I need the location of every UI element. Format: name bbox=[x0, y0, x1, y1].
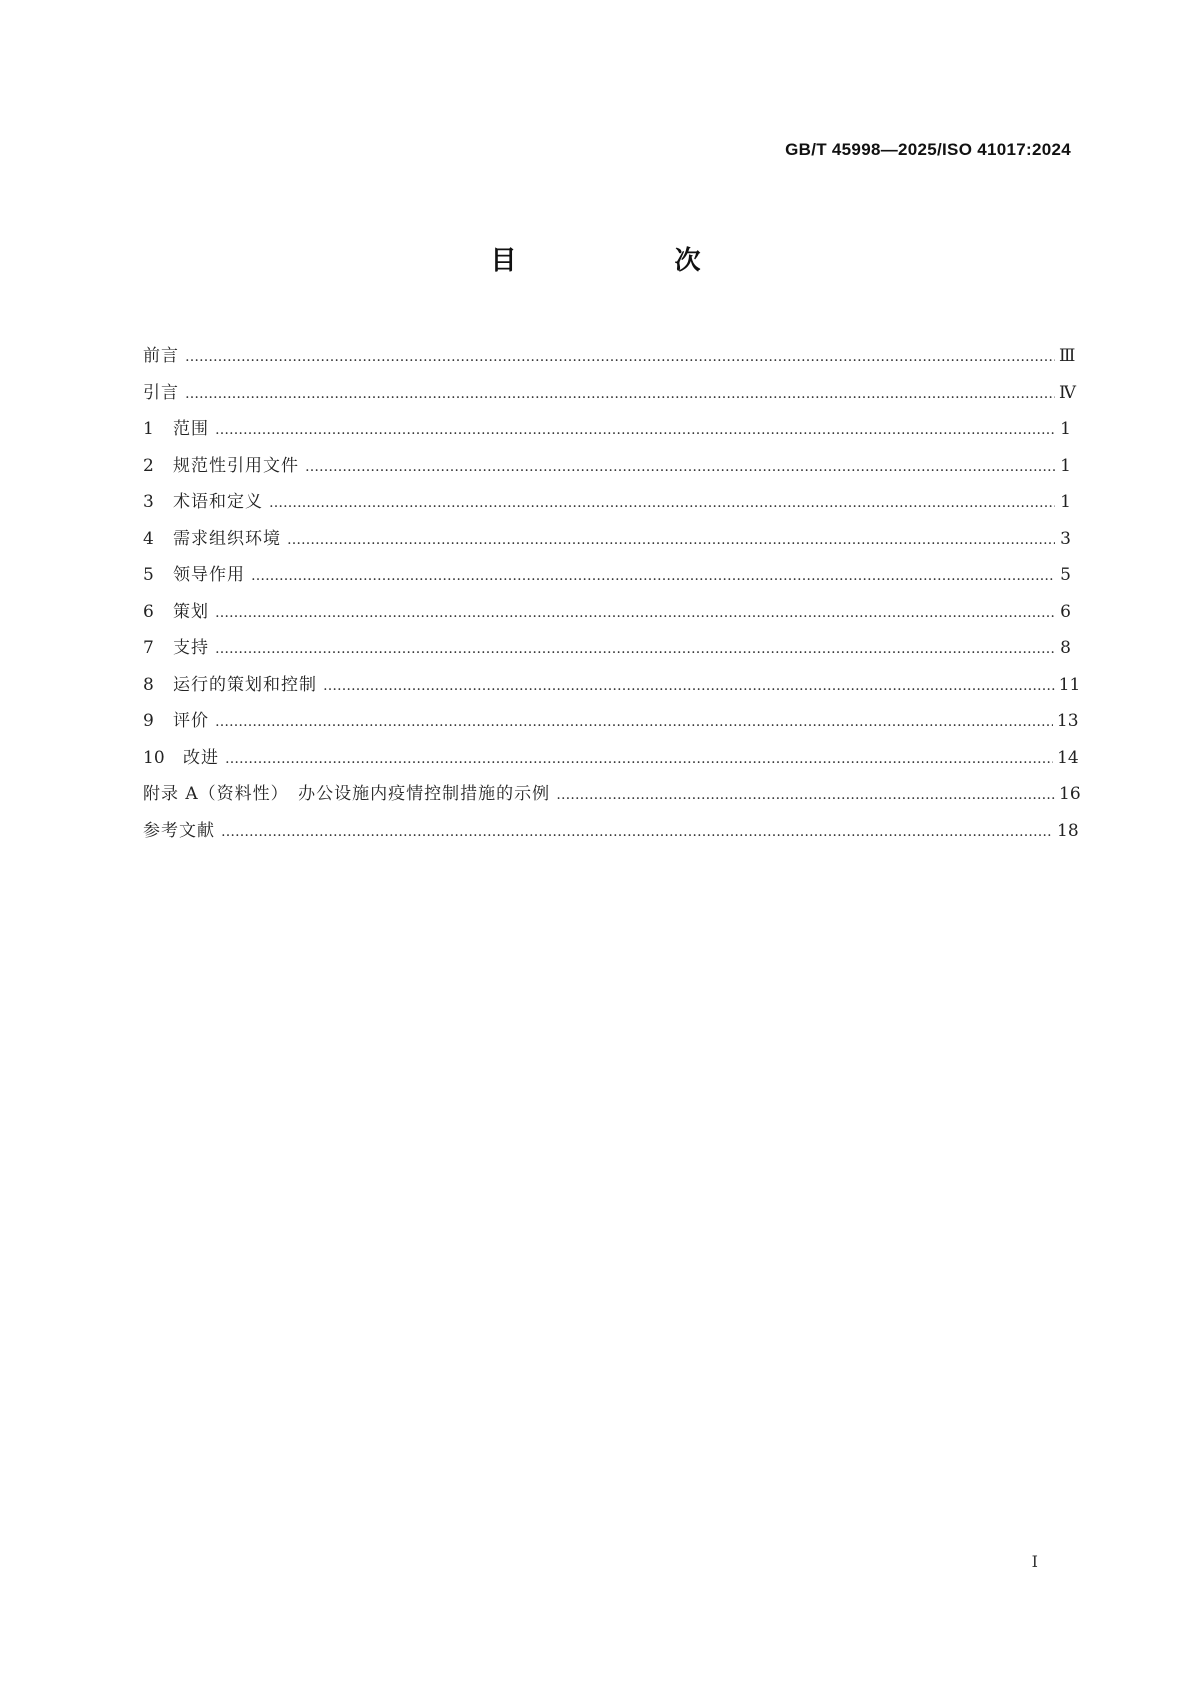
toc-entry-label: 引言 bbox=[143, 382, 179, 403]
toc-entry-page: 6 bbox=[1060, 601, 1071, 622]
toc-entry-number: 3 bbox=[143, 492, 154, 512]
toc-entry-number: 5 bbox=[143, 565, 154, 585]
toc-dot-leader bbox=[269, 485, 1055, 522]
toc-entry[interactable] bbox=[143, 411, 1071, 448]
page-title: 目 次 bbox=[490, 246, 767, 276]
toc-entry[interactable] bbox=[143, 703, 1079, 740]
toc-entry-page: 11 bbox=[1058, 674, 1081, 695]
toc-entry[interactable] bbox=[143, 375, 1076, 412]
toc-entry[interactable] bbox=[143, 667, 1081, 704]
toc-entry-label: 领导作用 bbox=[173, 565, 245, 585]
toc-entry-number: 9 bbox=[143, 711, 154, 731]
toc-entry-label: 参考文献 bbox=[143, 820, 215, 841]
toc-entry-label: 运行的策划和控制 bbox=[173, 674, 317, 695]
toc-entry-page: 13 bbox=[1056, 711, 1079, 731]
toc-entry-label: 范围 bbox=[173, 419, 209, 439]
toc-entry-page: 1 bbox=[1060, 492, 1071, 512]
toc-entry-label: 改进 bbox=[183, 747, 219, 768]
toc-entry[interactable] bbox=[143, 776, 1081, 813]
toc-dot-leader bbox=[225, 741, 1053, 778]
toc-entry-page: 3 bbox=[1060, 528, 1071, 549]
toc-entry-page: 8 bbox=[1060, 638, 1071, 658]
toc-entry-label: 附录 A（资料性） 办公设施内疫情控制措施的示例 bbox=[143, 784, 551, 804]
table-of-contents bbox=[143, 338, 1081, 849]
toc-entry[interactable] bbox=[143, 448, 1071, 485]
toc-entry-page: Ⅳ bbox=[1059, 382, 1076, 403]
toc-dot-leader bbox=[305, 449, 1055, 486]
toc-dot-leader bbox=[215, 595, 1055, 632]
toc-entry[interactable] bbox=[143, 813, 1079, 850]
toc-entry-number: 4 bbox=[143, 528, 154, 549]
toc-entry-number: 1 bbox=[143, 419, 154, 439]
toc-dot-leader bbox=[215, 412, 1055, 449]
toc-entry-label: 前言 bbox=[143, 346, 179, 366]
standard-code: GB/T 45998—2025/ISO 41017:2024 bbox=[785, 140, 1071, 159]
toc-dot-leader bbox=[251, 558, 1055, 595]
toc-entry[interactable] bbox=[143, 557, 1071, 594]
toc-entry[interactable] bbox=[143, 484, 1071, 521]
toc-entry-page: 16 bbox=[1059, 784, 1081, 804]
toc-entry-page: 5 bbox=[1060, 565, 1071, 585]
toc-entry-label: 需求组织环境 bbox=[173, 528, 281, 549]
toc-entry-label: 评价 bbox=[173, 711, 209, 731]
toc-dot-leader bbox=[185, 339, 1055, 376]
toc-dot-leader bbox=[556, 777, 1055, 814]
toc-entry-number: 6 bbox=[143, 601, 154, 622]
toc-entry-label: 术语和定义 bbox=[173, 492, 263, 512]
toc-entry-label: 策划 bbox=[173, 601, 209, 622]
toc-entry[interactable] bbox=[143, 338, 1076, 375]
toc-entry[interactable] bbox=[143, 740, 1079, 777]
toc-entry-page: 18 bbox=[1057, 820, 1079, 841]
toc-dot-leader bbox=[287, 522, 1055, 559]
toc-entry-page: Ⅲ bbox=[1059, 346, 1076, 366]
toc-entry-number: 8 bbox=[143, 674, 154, 695]
toc-entry-number: 2 bbox=[143, 455, 154, 476]
toc-entry[interactable] bbox=[143, 521, 1071, 558]
toc-entry-label: 规范性引用文件 bbox=[173, 455, 299, 476]
toc-entry-number: 7 bbox=[143, 638, 154, 658]
toc-dot-leader bbox=[215, 704, 1053, 741]
toc-dot-leader bbox=[323, 668, 1055, 705]
toc-dot-leader bbox=[215, 631, 1055, 668]
toc-dot-leader bbox=[221, 814, 1053, 851]
toc-entry-page: 1 bbox=[1060, 419, 1071, 439]
toc-dot-leader bbox=[185, 376, 1055, 413]
toc-entry-page: 1 bbox=[1060, 455, 1071, 476]
toc-entry[interactable] bbox=[143, 594, 1071, 631]
toc-entry-number: 10 bbox=[143, 747, 165, 768]
page-number: Ⅰ bbox=[1031, 1552, 1038, 1571]
toc-entry[interactable] bbox=[143, 630, 1071, 667]
toc-entry-page: 14 bbox=[1057, 747, 1079, 768]
toc-entry-label: 支持 bbox=[173, 638, 209, 658]
